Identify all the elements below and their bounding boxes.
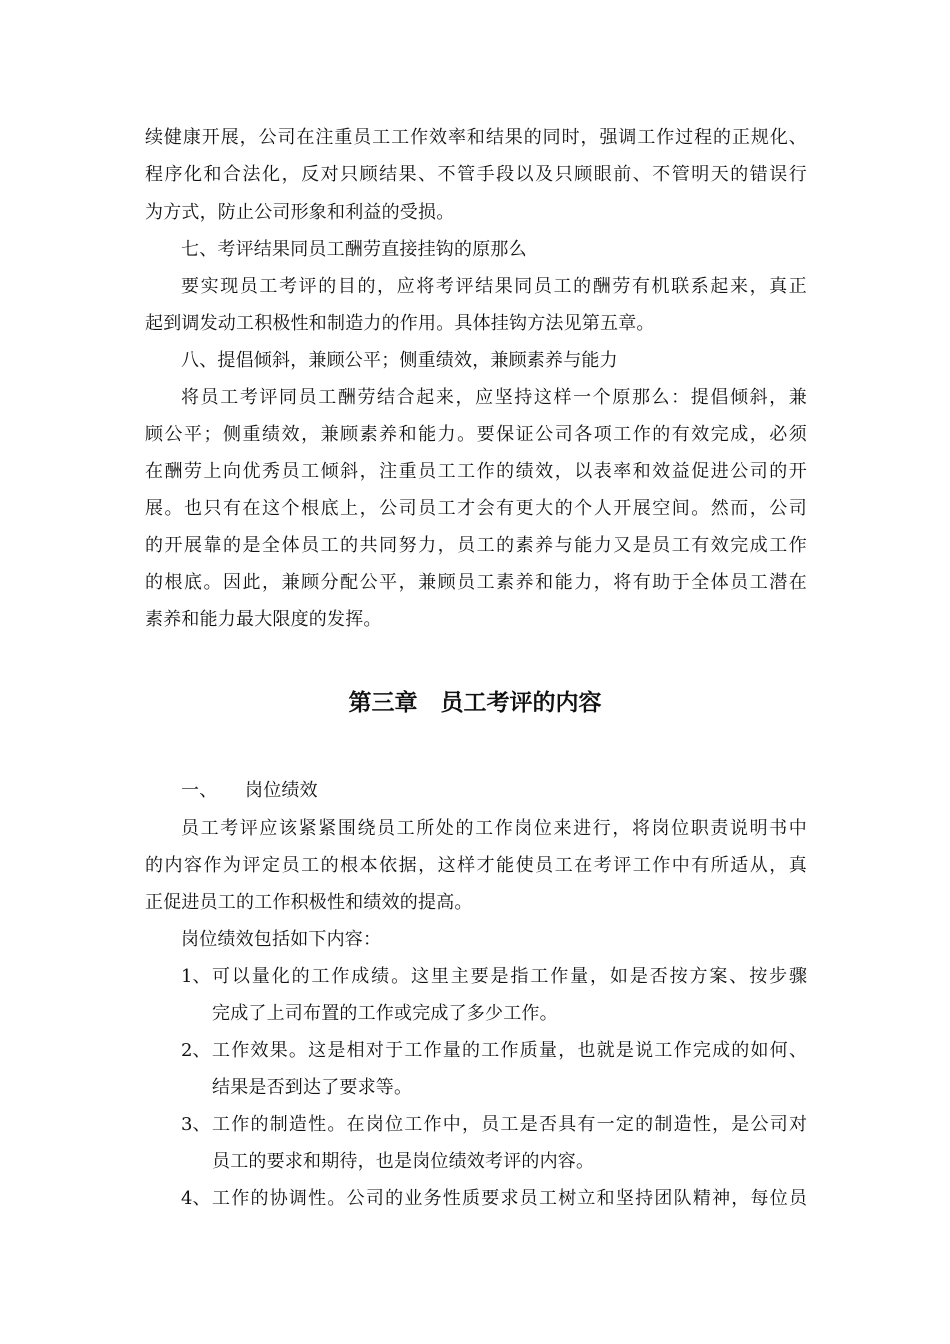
paragraph-line: 员工考评应该紧紧围绕员工所处的工作岗位来进行，将岗位职责说明书中 [181,818,807,839]
list-item-line: 工作的协调性。公司的业务性质要求员工树立和坚持团队精神，每位员 [212,1188,807,1209]
list-item-number: 2、 [181,1040,211,1061]
list-item-line: 工作的制造性。在岗位工作中，员工是否具有一定的制造性，是公司对 [212,1114,807,1135]
paragraph-line: 续健康开展，公司在注重员工工作效率和结果的同时，强调工作过程的正规化、 [145,127,807,148]
principle-7-heading: 七、考评结果同员工酬劳直接挂钩的原那么 [181,239,527,260]
list-item-line: 结果是否到达了要求等。 [212,1077,413,1098]
list-item-line: 完成了上司布置的工作或完成了多少工作。 [212,1003,558,1024]
list-item-number: 4、 [181,1188,211,1209]
paragraph-line: 顾公平；侧重绩效，兼顾素养和能力。要保证公司各项工作的有效完成，必须 [145,424,807,445]
list-intro: 岗位绩效包括如下内容： [181,929,382,950]
list-item-number: 1、 [181,966,211,987]
paragraph-line: 的内容作为评定员工的根本依据，这样才能使员工在考评工作中有所适从，真 [145,855,807,876]
section-number: 一、 [181,780,218,801]
paragraph-line: 起到调发动工积极性和制造力的作用。具体挂钩方法见第五章。 [145,313,655,334]
paragraph-line: 正促进员工的工作积极性和绩效的提高。 [145,892,473,913]
chapter-title: 第三章 员工考评的内容 [348,690,602,716]
list-item-number: 3、 [181,1114,211,1135]
principle-8-heading: 八、提倡倾斜，兼顾公平；侧重绩效，兼顾素养与能力 [181,350,618,371]
list-item-line: 员工的要求和期待，也是岗位绩效考评的内容。 [212,1151,595,1172]
paragraph-line: 素养和能力最大限度的发挥。 [145,609,382,630]
section-heading [181,779,318,803]
paragraph-line: 要实现员工考评的目的，应将考评结果同员工的酬劳有机联系起来，真正 [181,276,807,297]
paragraph-line: 的开展靠的是全体员工的共同努力，员工的素养与能力又是员工有效完成工作 [145,535,807,556]
paragraph-line: 的根底。因此，兼顾分配公平，兼顾员工素养和能力，将有助于全体员工潜在 [145,572,807,593]
paragraph-line: 展。也只有在这个根底上，公司员工才会有更大的个人开展空间。然而，公司 [145,498,807,519]
list-item-line: 工作效果。这是相对于工作量的工作质量，也就是说工作完成的如何、 [212,1040,807,1061]
list-item-line: 可以量化的工作成绩。这里主要是指工作量，如是否按方案、按步骤 [212,966,807,987]
paragraph-line: 将员工考评同员工酬劳结合起来，应坚持这样一个原那么：提倡倾斜，兼 [181,387,807,408]
paragraph-line: 程序化和合法化，反对只顾结果、不管手段以及只顾眼前、不管明天的错误行 [145,164,807,185]
paragraph-line: 在酬劳上向优秀员工倾斜，注重员工工作的绩效，以表率和效益促进公司的开 [145,461,807,482]
section-title: 岗位绩效 [245,780,318,801]
paragraph-line: 为方式，防止公司形象和利益的受损。 [145,202,455,223]
